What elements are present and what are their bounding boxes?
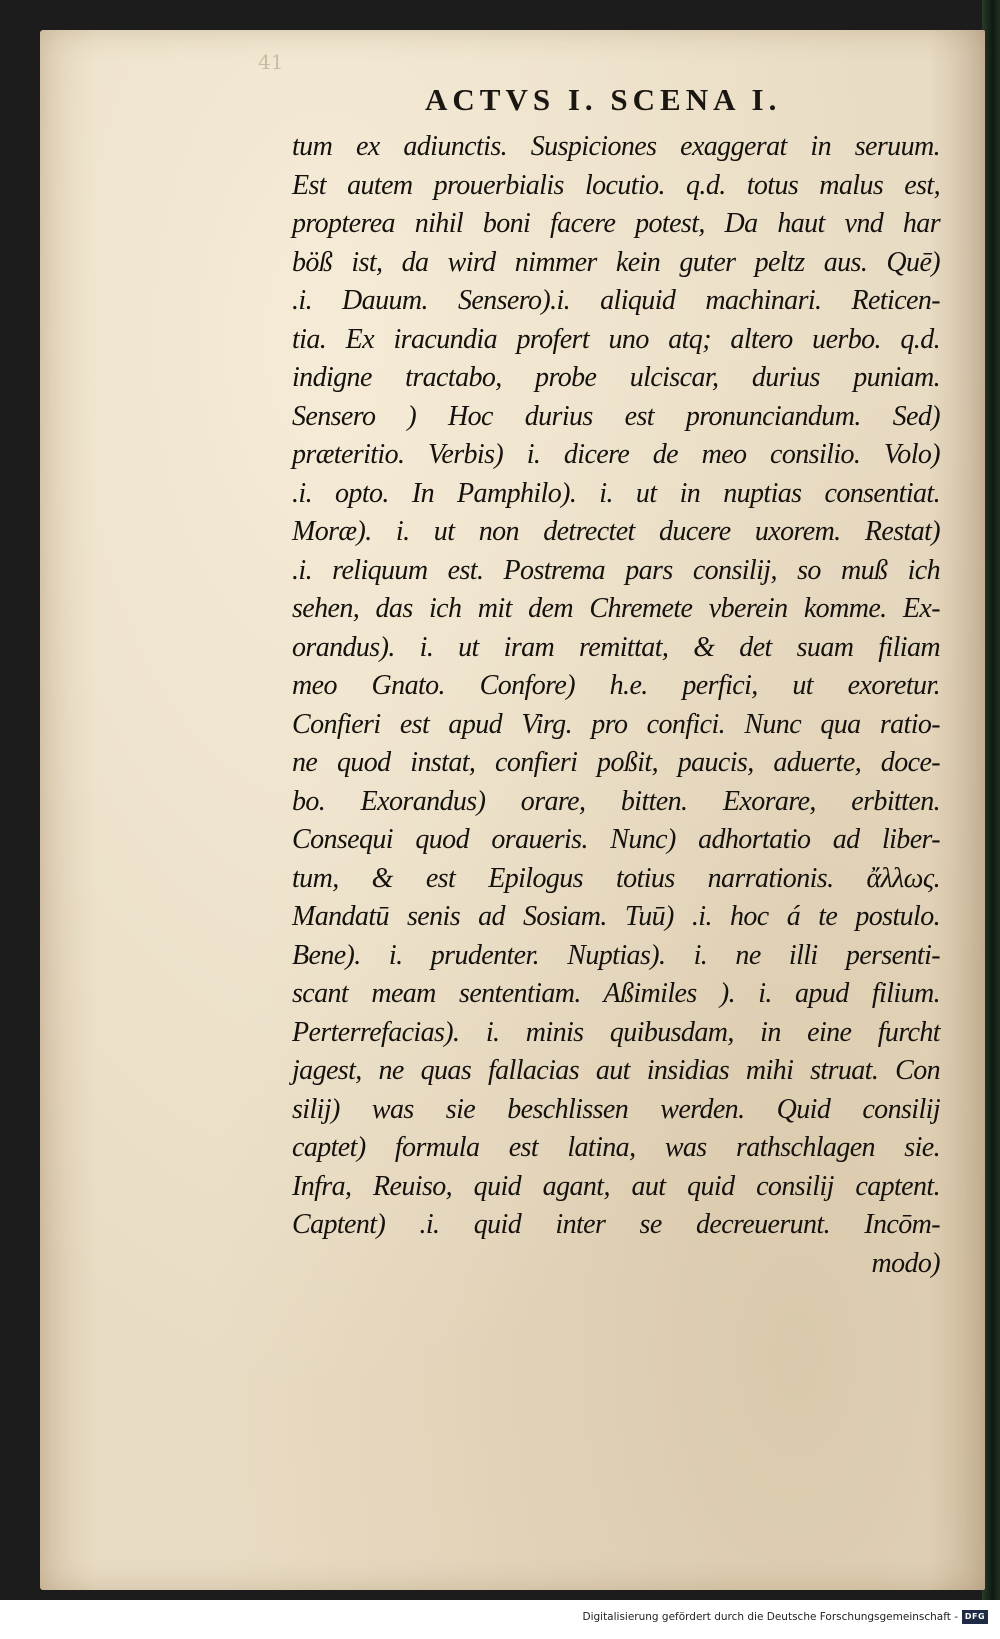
- text-line: Infra, Reuiso, quid agant, aut quid consilij captent.: [292, 1170, 940, 1202]
- text-line: indigne tractabo, probe ulciscar, durius puniam.: [292, 362, 940, 393]
- text-line: Bene). i. prudenter. Nuptias). i. ne illi persenti-: [292, 939, 940, 971]
- text-line: Consequi quod oraueris. Nunc) adhortatio ad liber-: [292, 824, 940, 855]
- body-text: [292, 128, 940, 1283]
- text-line: Sensero ) Hoc durius est pronunciandum. Sed): [292, 400, 940, 432]
- text-line: tum, & est Epilogus totius narrationis. ἄλλως.: [292, 862, 940, 894]
- text-line: orandus). i. ut iram remittat, & det suam filiam: [292, 631, 940, 663]
- text-line: meo Gnato. Confore) h.e. perfici, ut exoretur.: [292, 670, 940, 701]
- text-line: scant meam sententiam. Aßimiles ). i. apud filium.: [292, 978, 940, 1009]
- text-line: tia. Ex iracundia profert uno atq; altero uerbo. q.d.: [292, 323, 940, 355]
- text-line: tum ex adiunctis. Suspiciones exaggerat in seruum.: [292, 131, 940, 162]
- text-line: silij) was sie beschlissen werden. Quid consilij: [292, 1093, 940, 1125]
- text-line: sehen, das ich mit dem Chremete vberein komme. Ex-: [292, 593, 940, 624]
- text-line: .i. opto. In Pamphilo). i. ut in nuptias consentiat.: [292, 477, 940, 509]
- text-line: .i. reliquum est. Postrema pars consilij, so muß ich: [292, 554, 940, 586]
- text-line: böß ist, da wird nimmer kein guter peltz aus. Quē): [292, 246, 940, 278]
- running-head: ACTVS I. SCENA I.: [425, 82, 782, 117]
- footer-bar: [0, 1600, 1000, 1639]
- text-line: Perterrefacias). i. minis quibusdam, in eine furcht: [292, 1016, 940, 1048]
- text-line: Moræ). i. ut non detrectet ducere uxorem. Restat): [292, 516, 940, 547]
- footer-credit: Digitalisierung gefördert durch die Deutsche Forschungsgemeinschaft -: [582, 1611, 958, 1623]
- page-number: 41: [258, 50, 284, 74]
- text-line: modo): [871, 1247, 940, 1279]
- text-line: jagest, ne quas fallacias aut insidias mihi struat. Con: [292, 1055, 940, 1086]
- text-line: .i. Dauum. Sensero).i. aliquid machinari. Reticen-: [292, 285, 940, 316]
- text-line: Confieri est apud Virg. pro confici. Nunc qua ratio-: [292, 708, 940, 740]
- text-line: ne quod instat, confieri poßit, paucis, aduerte, doce-: [292, 747, 940, 778]
- text-line: Captent) .i. quid inter se decreuerunt. Incōm-: [292, 1209, 940, 1240]
- text-line: Est autem prouerbialis locutio. q.d. totus malus est,: [292, 169, 940, 201]
- text-line: bo. Exorandus) orare, bitten. Exorare, erbitten.: [292, 785, 940, 817]
- text-line: captet) formula est latina, was rathschlagen sie.: [292, 1132, 940, 1163]
- dfg-logo-icon: DFG: [962, 1610, 988, 1624]
- text-line: præteritio. Verbis) i. dicere de meo consilio. Volo): [292, 439, 940, 470]
- text-line: Mandatū senis ad Sosiam. Tuū) .i. hoc á te postulo.: [292, 901, 940, 932]
- text-line: propterea nihil boni facere potest, Da haut vnd har: [292, 208, 940, 239]
